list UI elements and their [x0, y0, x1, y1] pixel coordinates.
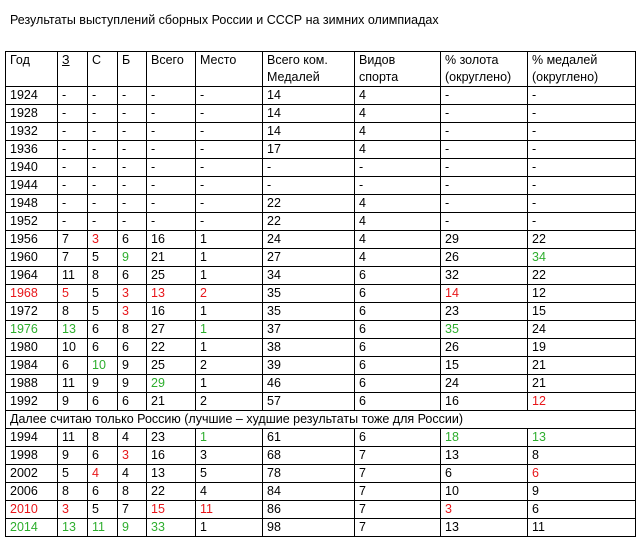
table-row: [6, 213, 636, 231]
table-cell: 6: [441, 465, 528, 483]
table-cell: 6: [88, 321, 118, 339]
table-cell: 21: [528, 375, 636, 393]
table-cell: 1: [196, 339, 263, 357]
table-cell: 6: [355, 357, 441, 375]
table-cell: 13: [147, 465, 196, 483]
table-cell: -: [118, 159, 147, 177]
table-cell: -: [118, 177, 147, 195]
table-cell: 6: [88, 447, 118, 465]
table-row: [6, 483, 636, 501]
table-cell: 12: [528, 393, 636, 411]
table-cell: 18: [441, 429, 528, 447]
table-cell: 24: [263, 231, 355, 249]
table-cell: 11: [58, 429, 88, 447]
table-row: [6, 321, 636, 339]
table-cell: -: [88, 177, 118, 195]
table-cell: 13: [528, 429, 636, 447]
table-cell: 1: [196, 231, 263, 249]
table-cell: 3: [118, 285, 147, 303]
table-cell: 16: [147, 447, 196, 465]
results-table: [5, 51, 636, 537]
table-cell: -: [147, 213, 196, 231]
table-cell: 1: [196, 249, 263, 267]
table-cell: 11: [58, 267, 88, 285]
table-cell: 16: [147, 231, 196, 249]
table-cell: 33: [147, 519, 196, 537]
table-cell: -: [196, 105, 263, 123]
table-cell: 1: [196, 321, 263, 339]
table-cell: 8: [58, 303, 88, 321]
table-cell: -: [147, 177, 196, 195]
table-body-ussr: [6, 87, 636, 411]
table-cell: 9: [528, 483, 636, 501]
table-cell: 5: [58, 465, 88, 483]
table-cell: 6: [118, 339, 147, 357]
table-cell: 13: [58, 321, 88, 339]
table-cell: -: [118, 195, 147, 213]
table-cell: -: [196, 213, 263, 231]
table-cell: 12: [528, 285, 636, 303]
table-cell: 25: [147, 267, 196, 285]
table-cell: 19: [528, 339, 636, 357]
table-cell: -: [441, 195, 528, 213]
table-cell: 6: [118, 231, 147, 249]
table-cell: 78: [263, 465, 355, 483]
table-cell: 13: [441, 519, 528, 537]
table-cell: 3: [118, 303, 147, 321]
table-row: [6, 177, 636, 195]
table-cell: 39: [263, 357, 355, 375]
header-bronze: Б: [118, 52, 147, 87]
table-cell: 4: [196, 483, 263, 501]
table-note-section: [6, 411, 636, 429]
table-cell: 15: [528, 303, 636, 321]
table-cell: 6: [118, 393, 147, 411]
table-cell: 4: [88, 465, 118, 483]
table-cell: -: [147, 87, 196, 105]
table-body-russia: [6, 429, 636, 537]
table-cell: -: [118, 213, 147, 231]
table-cell: 6: [355, 303, 441, 321]
table-cell: -: [196, 177, 263, 195]
table-cell: 4: [118, 465, 147, 483]
table-cell: 5: [88, 501, 118, 519]
table-row: [6, 303, 636, 321]
table-cell: 22: [147, 339, 196, 357]
header-gold: [58, 52, 88, 87]
table-cell: 5: [88, 303, 118, 321]
table-cell: 22: [528, 267, 636, 285]
table-row: [6, 429, 636, 447]
table-cell: 22: [528, 231, 636, 249]
table-cell: 7: [355, 519, 441, 537]
table-cell: 8: [118, 483, 147, 501]
table-cell: 3: [118, 447, 147, 465]
table-cell: 23: [147, 429, 196, 447]
table-row: [6, 105, 636, 123]
table-cell: 1928: [6, 105, 58, 123]
table-cell: 68: [263, 447, 355, 465]
table-cell: 8: [118, 321, 147, 339]
table-cell: 6: [355, 429, 441, 447]
table-cell: 10: [88, 357, 118, 375]
table-cell: 1964: [6, 267, 58, 285]
table-cell: 22: [263, 195, 355, 213]
table-cell: -: [196, 195, 263, 213]
table-cell: 6: [88, 483, 118, 501]
table-cell: 1976: [6, 321, 58, 339]
table-row: [6, 357, 636, 375]
table-cell: 5: [88, 249, 118, 267]
table-cell: 17: [263, 141, 355, 159]
header-medal-percent: % медалей (округлено): [528, 52, 636, 87]
table-cell: 24: [441, 375, 528, 393]
table-cell: 35: [263, 303, 355, 321]
header-total-medal-sets: Всего ком. Медалей: [263, 52, 355, 87]
table-cell: 16: [147, 303, 196, 321]
table-row: [6, 195, 636, 213]
note-text: Далее считаю только Россию (лучшие – худшие результаты тоже для России): [6, 411, 636, 429]
table-cell: 24: [528, 321, 636, 339]
table-cell: 1956: [6, 231, 58, 249]
table-cell: 8: [88, 267, 118, 285]
table-cell: 5: [88, 285, 118, 303]
table-cell: 1: [196, 267, 263, 285]
table-cell: 7: [355, 465, 441, 483]
table-cell: 2: [196, 357, 263, 375]
table-cell: 1936: [6, 141, 58, 159]
table-cell: 1952: [6, 213, 58, 231]
table-cell: 15: [441, 357, 528, 375]
table-cell: 13: [58, 519, 88, 537]
header-place: Место: [196, 52, 263, 87]
table-cell: 3: [58, 501, 88, 519]
table-cell: 29: [147, 375, 196, 393]
header-row: [6, 52, 636, 87]
table-cell: -: [118, 87, 147, 105]
header-sports-count: Видов спорта: [355, 52, 441, 87]
table-cell: -: [441, 105, 528, 123]
table-cell: 1944: [6, 177, 58, 195]
table-cell: 6: [88, 339, 118, 357]
table-cell: 29: [441, 231, 528, 249]
table-cell: 46: [263, 375, 355, 393]
table-cell: 26: [441, 249, 528, 267]
table-cell: -: [88, 195, 118, 213]
table-cell: 1924: [6, 87, 58, 105]
table-cell: 27: [263, 249, 355, 267]
table-row: [6, 447, 636, 465]
table-cell: 15: [147, 501, 196, 519]
table-cell: 1: [196, 375, 263, 393]
table-cell: 4: [118, 429, 147, 447]
table-cell: 25: [147, 357, 196, 375]
table-cell: -: [58, 159, 88, 177]
table-cell: 1988: [6, 375, 58, 393]
table-cell: 2006: [6, 483, 58, 501]
table-row: [6, 285, 636, 303]
table-cell: 2010: [6, 501, 58, 519]
table-cell: -: [58, 105, 88, 123]
table-cell: 11: [58, 375, 88, 393]
table-cell: -: [263, 159, 355, 177]
table-cell: 98: [263, 519, 355, 537]
header-year: Год: [6, 52, 58, 87]
table-cell: 6: [528, 501, 636, 519]
table-cell: 6: [88, 393, 118, 411]
table-cell: 1: [196, 519, 263, 537]
table-cell: 5: [58, 285, 88, 303]
table-cell: 1: [196, 429, 263, 447]
table-cell: 27: [147, 321, 196, 339]
table-cell: 7: [118, 501, 147, 519]
table-cell: -: [441, 123, 528, 141]
table-cell: -: [58, 213, 88, 231]
table-cell: 4: [355, 249, 441, 267]
table-cell: -: [528, 213, 636, 231]
table-cell: -: [528, 195, 636, 213]
table-cell: -: [147, 195, 196, 213]
table-cell: 4: [355, 123, 441, 141]
table-cell: 13: [441, 447, 528, 465]
table-cell: 4: [355, 105, 441, 123]
table-cell: 1948: [6, 195, 58, 213]
table-cell: 22: [147, 483, 196, 501]
table-cell: -: [58, 123, 88, 141]
table-cell: -: [263, 177, 355, 195]
table-cell: -: [88, 213, 118, 231]
table-cell: 14: [263, 105, 355, 123]
table-cell: -: [196, 141, 263, 159]
table-row: [6, 159, 636, 177]
table-cell: -: [58, 87, 88, 105]
table-cell: -: [441, 87, 528, 105]
table-row: [6, 141, 636, 159]
table-cell: 1: [196, 303, 263, 321]
table-cell: 1992: [6, 393, 58, 411]
table-cell: 8: [528, 447, 636, 465]
table-cell: 37: [263, 321, 355, 339]
table-cell: 1960: [6, 249, 58, 267]
header-gold-percent: % золота (округлено): [441, 52, 528, 87]
table-cell: 26: [441, 339, 528, 357]
table-cell: 7: [58, 249, 88, 267]
table-cell: 6: [118, 267, 147, 285]
table-cell: 7: [355, 447, 441, 465]
table-cell: 61: [263, 429, 355, 447]
table-cell: 32: [441, 267, 528, 285]
table-cell: 13: [147, 285, 196, 303]
table-cell: 9: [88, 375, 118, 393]
table-cell: 10: [441, 483, 528, 501]
table-cell: 35: [263, 285, 355, 303]
table-cell: 11: [88, 519, 118, 537]
table-cell: -: [118, 105, 147, 123]
table-cell: 8: [58, 483, 88, 501]
table-cell: -: [88, 159, 118, 177]
table-cell: 21: [147, 393, 196, 411]
table-cell: 86: [263, 501, 355, 519]
page-title: Результаты выступлений сборных России и СССР на зимних олимпиадах: [10, 13, 439, 27]
table-cell: 2014: [6, 519, 58, 537]
table-cell: 6: [58, 357, 88, 375]
table-cell: 6: [355, 267, 441, 285]
table-cell: 9: [58, 447, 88, 465]
table-cell: 8: [88, 429, 118, 447]
table-cell: 1984: [6, 357, 58, 375]
table-cell: -: [441, 141, 528, 159]
table-cell: 7: [355, 483, 441, 501]
table-row: [6, 267, 636, 285]
note-row: [6, 411, 636, 429]
table-cell: 84: [263, 483, 355, 501]
table-cell: 2002: [6, 465, 58, 483]
table-cell: 9: [118, 375, 147, 393]
table-cell: -: [441, 159, 528, 177]
table-cell: -: [441, 213, 528, 231]
table-cell: -: [441, 177, 528, 195]
table-cell: 7: [58, 231, 88, 249]
table-row: [6, 249, 636, 267]
table-cell: 14: [441, 285, 528, 303]
table-cell: -: [118, 141, 147, 159]
header-silver: С: [88, 52, 118, 87]
table-cell: 6: [355, 321, 441, 339]
table-cell: 2: [196, 393, 263, 411]
table-cell: -: [528, 159, 636, 177]
table-cell: 6: [355, 393, 441, 411]
table-cell: 11: [528, 519, 636, 537]
table-cell: 4: [355, 195, 441, 213]
table-cell: 5: [196, 465, 263, 483]
table-cell: 6: [355, 375, 441, 393]
table-cell: 3: [88, 231, 118, 249]
table-cell: 3: [196, 447, 263, 465]
table-cell: 35: [441, 321, 528, 339]
table-row: [6, 375, 636, 393]
table-cell: -: [58, 177, 88, 195]
table-cell: -: [528, 105, 636, 123]
table-cell: -: [88, 141, 118, 159]
table-cell: -: [147, 159, 196, 177]
table-cell: 23: [441, 303, 528, 321]
table-cell: 6: [355, 339, 441, 357]
table-row: [6, 123, 636, 141]
table-cell: -: [58, 195, 88, 213]
table-cell: -: [528, 123, 636, 141]
table-cell: -: [355, 177, 441, 195]
table-cell: 22: [263, 213, 355, 231]
table-row: [6, 501, 636, 519]
table-cell: 4: [355, 87, 441, 105]
table-cell: -: [88, 105, 118, 123]
table-cell: -: [196, 123, 263, 141]
table-row: [6, 231, 636, 249]
table-cell: 9: [58, 393, 88, 411]
table-cell: 34: [263, 267, 355, 285]
table-cell: 16: [441, 393, 528, 411]
table-cell: 21: [528, 357, 636, 375]
table-row: [6, 519, 636, 537]
header-gold-label: З: [62, 53, 70, 67]
table-cell: 57: [263, 393, 355, 411]
table-cell: -: [88, 87, 118, 105]
table-cell: -: [147, 123, 196, 141]
table-cell: 9: [118, 519, 147, 537]
table-row: [6, 393, 636, 411]
table-cell: -: [147, 141, 196, 159]
table-cell: -: [528, 177, 636, 195]
table-row: [6, 465, 636, 483]
table-cell: 1940: [6, 159, 58, 177]
table-cell: 1998: [6, 447, 58, 465]
table-cell: 1980: [6, 339, 58, 357]
table-cell: 6: [528, 465, 636, 483]
table-cell: 34: [528, 249, 636, 267]
table-cell: 10: [58, 339, 88, 357]
table-cell: -: [147, 105, 196, 123]
table-cell: 4: [355, 231, 441, 249]
table-cell: 6: [355, 285, 441, 303]
table-cell: -: [528, 141, 636, 159]
table-row: [6, 87, 636, 105]
table-cell: 9: [118, 357, 147, 375]
table-cell: 4: [355, 141, 441, 159]
table-cell: 14: [263, 123, 355, 141]
table-cell: 1994: [6, 429, 58, 447]
table-cell: 14: [263, 87, 355, 105]
table-row: [6, 339, 636, 357]
table-cell: -: [58, 141, 88, 159]
table-cell: -: [88, 123, 118, 141]
table-cell: 1972: [6, 303, 58, 321]
table-cell: 1968: [6, 285, 58, 303]
table-cell: 2: [196, 285, 263, 303]
table-cell: 38: [263, 339, 355, 357]
table-cell: 9: [118, 249, 147, 267]
table-cell: 7: [355, 501, 441, 519]
table-cell: -: [196, 159, 263, 177]
table-cell: 11: [196, 501, 263, 519]
header-total: Всего: [147, 52, 196, 87]
table-cell: -: [118, 123, 147, 141]
table-cell: -: [196, 87, 263, 105]
table-cell: -: [355, 159, 441, 177]
table-cell: 3: [441, 501, 528, 519]
table-cell: 1932: [6, 123, 58, 141]
table-cell: -: [528, 87, 636, 105]
table-cell: 4: [355, 213, 441, 231]
table-cell: 21: [147, 249, 196, 267]
